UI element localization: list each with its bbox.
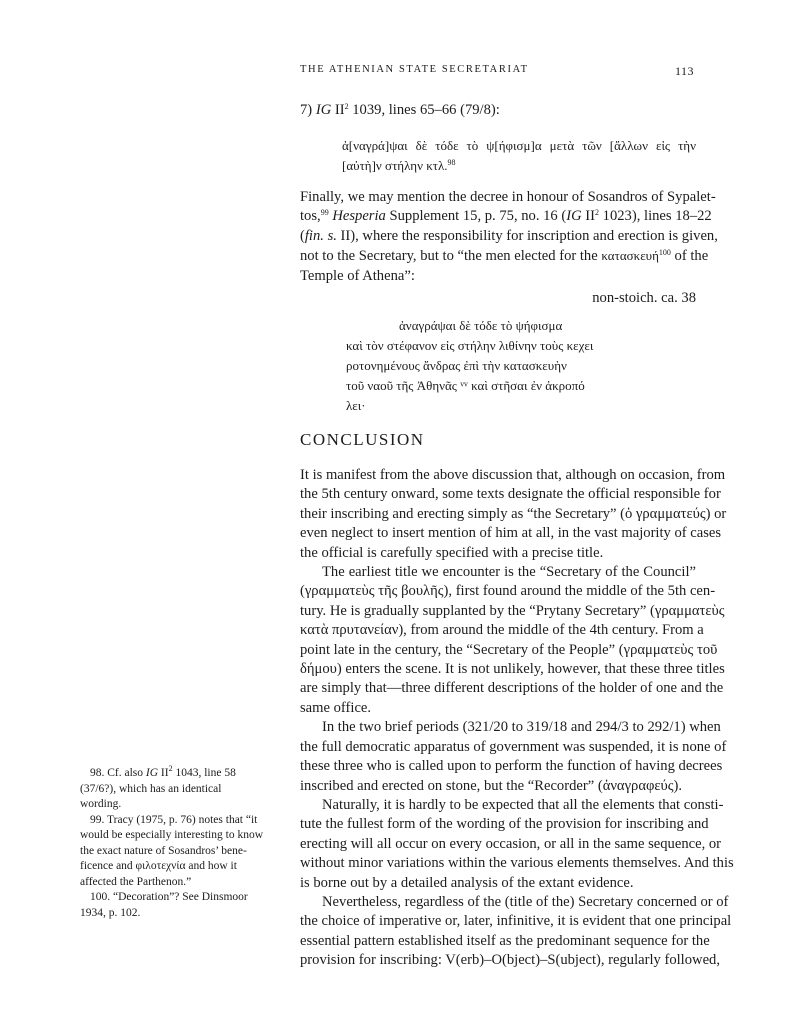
fn-line: ficence and φιλοτεχνία and how it: [80, 860, 237, 872]
inscription-line: λει·: [346, 398, 366, 413]
t: of the: [670, 248, 709, 265]
t: (: [300, 227, 305, 244]
inscription-line: ροτονημένους ἄνδρας ἐπὶ τὴν κατασκευὴν: [346, 358, 567, 373]
paragraph-4: [300, 796, 734, 893]
footnote-99: [80, 813, 270, 891]
text-line: The earliest title we encounter is the “Secretary of the Council”: [322, 564, 696, 581]
footnotes: [80, 766, 270, 921]
ig-abbrev: IG: [315, 102, 332, 118]
item-7-reference: [300, 101, 696, 120]
quote-line-2: [342, 156, 696, 176]
text-line: these three who is called upon to perform the function of having decrees: [300, 758, 723, 775]
fn-line: would be especially interesting to know: [80, 829, 264, 841]
running-head: [300, 64, 694, 79]
t: tos,: [300, 208, 321, 225]
finally-line-4: [300, 246, 709, 266]
fn-line: affected the Parthenon.”: [80, 875, 192, 888]
finally-line-1: Finally, we may mention the decree in honour of Sosandros of Sypalet-: [300, 189, 716, 205]
fn-line: 100. “Decoration”? See Dinsmoor: [90, 891, 248, 903]
text-line: without minor variations within the various elements themselves. And this: [300, 855, 734, 872]
finally-line-5: Temple of Athena”:: [300, 267, 415, 284]
fn-line: 99. Tracy (1975, p. 76) notes that “it: [90, 813, 258, 826]
greek-word: κατασκευή: [601, 248, 659, 264]
fn-line: [80, 766, 270, 782]
inscription-line: ἀναγράψαι δὲ τόδε τὸ ψήφισμα: [399, 318, 563, 333]
greek-quote-1: [342, 136, 696, 176]
fn-line: the exact nature of Sosandros’ bene-: [80, 844, 247, 857]
footnote-ref-98: 98: [447, 158, 456, 167]
fin-s-italic: fin. s.: [304, 227, 337, 244]
t: II), where the responsibility for inscription and erection is given,: [336, 227, 718, 244]
footnote-98: [80, 766, 270, 813]
footnote-ref-100: 100: [658, 248, 671, 258]
ref-text: II: [331, 102, 345, 118]
t: 1043, line 58: [172, 767, 236, 779]
text-line: κατὰ πρυτανείαν), from around the middle of the 4th century. From a: [300, 622, 704, 639]
quote-line-2-text: [αὐτὴ]ν στήλην κτλ.: [342, 158, 448, 173]
text-line: the official is carefully specified with a precise title.: [300, 544, 604, 561]
ref-sup: 2: [344, 102, 349, 111]
ig-abbrev: IG: [145, 767, 159, 779]
sup: 2: [595, 208, 600, 218]
t: Supplement 15, p. 75, no. 16 (: [385, 208, 567, 225]
t: not to the Secretary, but to “the men elected for the: [300, 248, 602, 265]
quote-line-1: ἀ[ναγρά]ψαι δὲ τόδε τὸ ψ[ήφισμ]α μετὰ τῶν [ἄλλων εἰς τὴν: [342, 138, 696, 153]
inscription-line: τοῦ ναοῦ τῆς Ἀθηνᾶς ᵛᵛ καὶ στῆσαι ἐν ἀκροπό: [346, 378, 585, 393]
finally-line-2: [300, 207, 712, 226]
fn-line: (37/6?), which has an identical: [80, 782, 222, 795]
text-line: same office.: [300, 699, 372, 716]
hesperia-italic: Hesperia: [328, 208, 386, 225]
text-line: are simply that—three different descriptions of the holder of one and the: [300, 680, 724, 697]
text-line: inscribed and erected on stone, but the “Recorder” (ἀναγραφεύς).: [300, 777, 683, 794]
text-line: Naturally, it is hardly to be expected that all the elements that consti-: [322, 796, 724, 813]
paragraph-3: [300, 718, 727, 796]
stoich-note: non-stoich. ca. 38: [592, 290, 696, 306]
text-line: the full democratic apparatus of government was suspended, it is none of: [300, 738, 727, 755]
text-line: even neglect to insert mention of him at all, in the vast majority of cases: [300, 525, 722, 542]
text-line: the 5th century onward, some texts designate the official responsible for: [300, 486, 721, 503]
fn-line: 1934, p. 102.: [80, 906, 141, 919]
running-head-title: THE ATHENIAN STATE SECRETARIAT: [300, 64, 529, 75]
t: II: [581, 208, 596, 225]
text-line: erecting will all occur on every occasion, or all in the same sequence, or: [300, 835, 722, 852]
text-line: In the two brief periods (321/20 to 319/18 and 294/3 to 292/1) when: [322, 719, 721, 736]
t: 1023), lines 18–22: [599, 208, 712, 225]
text-line: tury. He is gradually supplanted by the “Prytany Secretary” (γραμματεὺς: [300, 602, 725, 619]
paragraph-2: [300, 563, 725, 718]
text-line: tute the fullest form of the wording of the provision for inscribing and: [300, 816, 709, 833]
paragraph-finally: [300, 188, 718, 286]
text-line: Nevertheless, regardless of the (title of the) Secretary concerned or of: [322, 893, 729, 910]
text-line: It is manifest from the above discussion that, although on occasion, from: [300, 467, 726, 483]
footnote-100: [80, 890, 270, 921]
t: II: [158, 767, 169, 779]
conclusion-body: [300, 466, 734, 971]
finally-line-3: [300, 227, 718, 246]
text-line: δήμου) enters the scene. It is not unlikely, however, that these three titles: [300, 661, 725, 678]
text-line: the choice of imperative or, later, infinitive, it is evident that one principal: [300, 913, 732, 930]
text-line: point late in the century, the “Secretary of the People” (γραμματεὺς τοῦ: [300, 641, 718, 658]
paragraph-5: [300, 893, 732, 971]
footnote-ref-99: 99: [320, 208, 329, 218]
page-number: 113: [674, 64, 694, 78]
text-line: provision for inscribing: V(erb)–O(bject)–S(ubject), regularly followed,: [300, 952, 720, 969]
ig-abbrev: IG: [566, 208, 582, 225]
item-label: 7): [300, 102, 313, 118]
fn-line: wording.: [80, 798, 122, 810]
text-line: their inscribing and erecting simply as “the Secretary” (ὁ γραμματεύς) or: [300, 505, 727, 522]
text-line: (γραμματεὺς τῆς βουλῆς), first found around the middle of the 5th cen-: [300, 583, 716, 600]
inscription-block: [346, 316, 593, 416]
paragraph-1: [300, 466, 727, 563]
ref-tail: 1039, lines 65–66 (79/8):: [348, 102, 500, 118]
t: 98. Cf. also: [90, 767, 146, 779]
section-heading: CONCLUSION: [300, 430, 425, 449]
text-line: essential pattern established itself as the predominant sequence for the: [300, 932, 710, 949]
inscription-line: καὶ τὸν στέφανον εἰς στήλην λιθίνην τοὺς κεχει: [346, 338, 594, 353]
text-line: is borne out by a detailed analysis of the extant evidence.: [300, 874, 634, 891]
sup: 2: [168, 764, 173, 773]
